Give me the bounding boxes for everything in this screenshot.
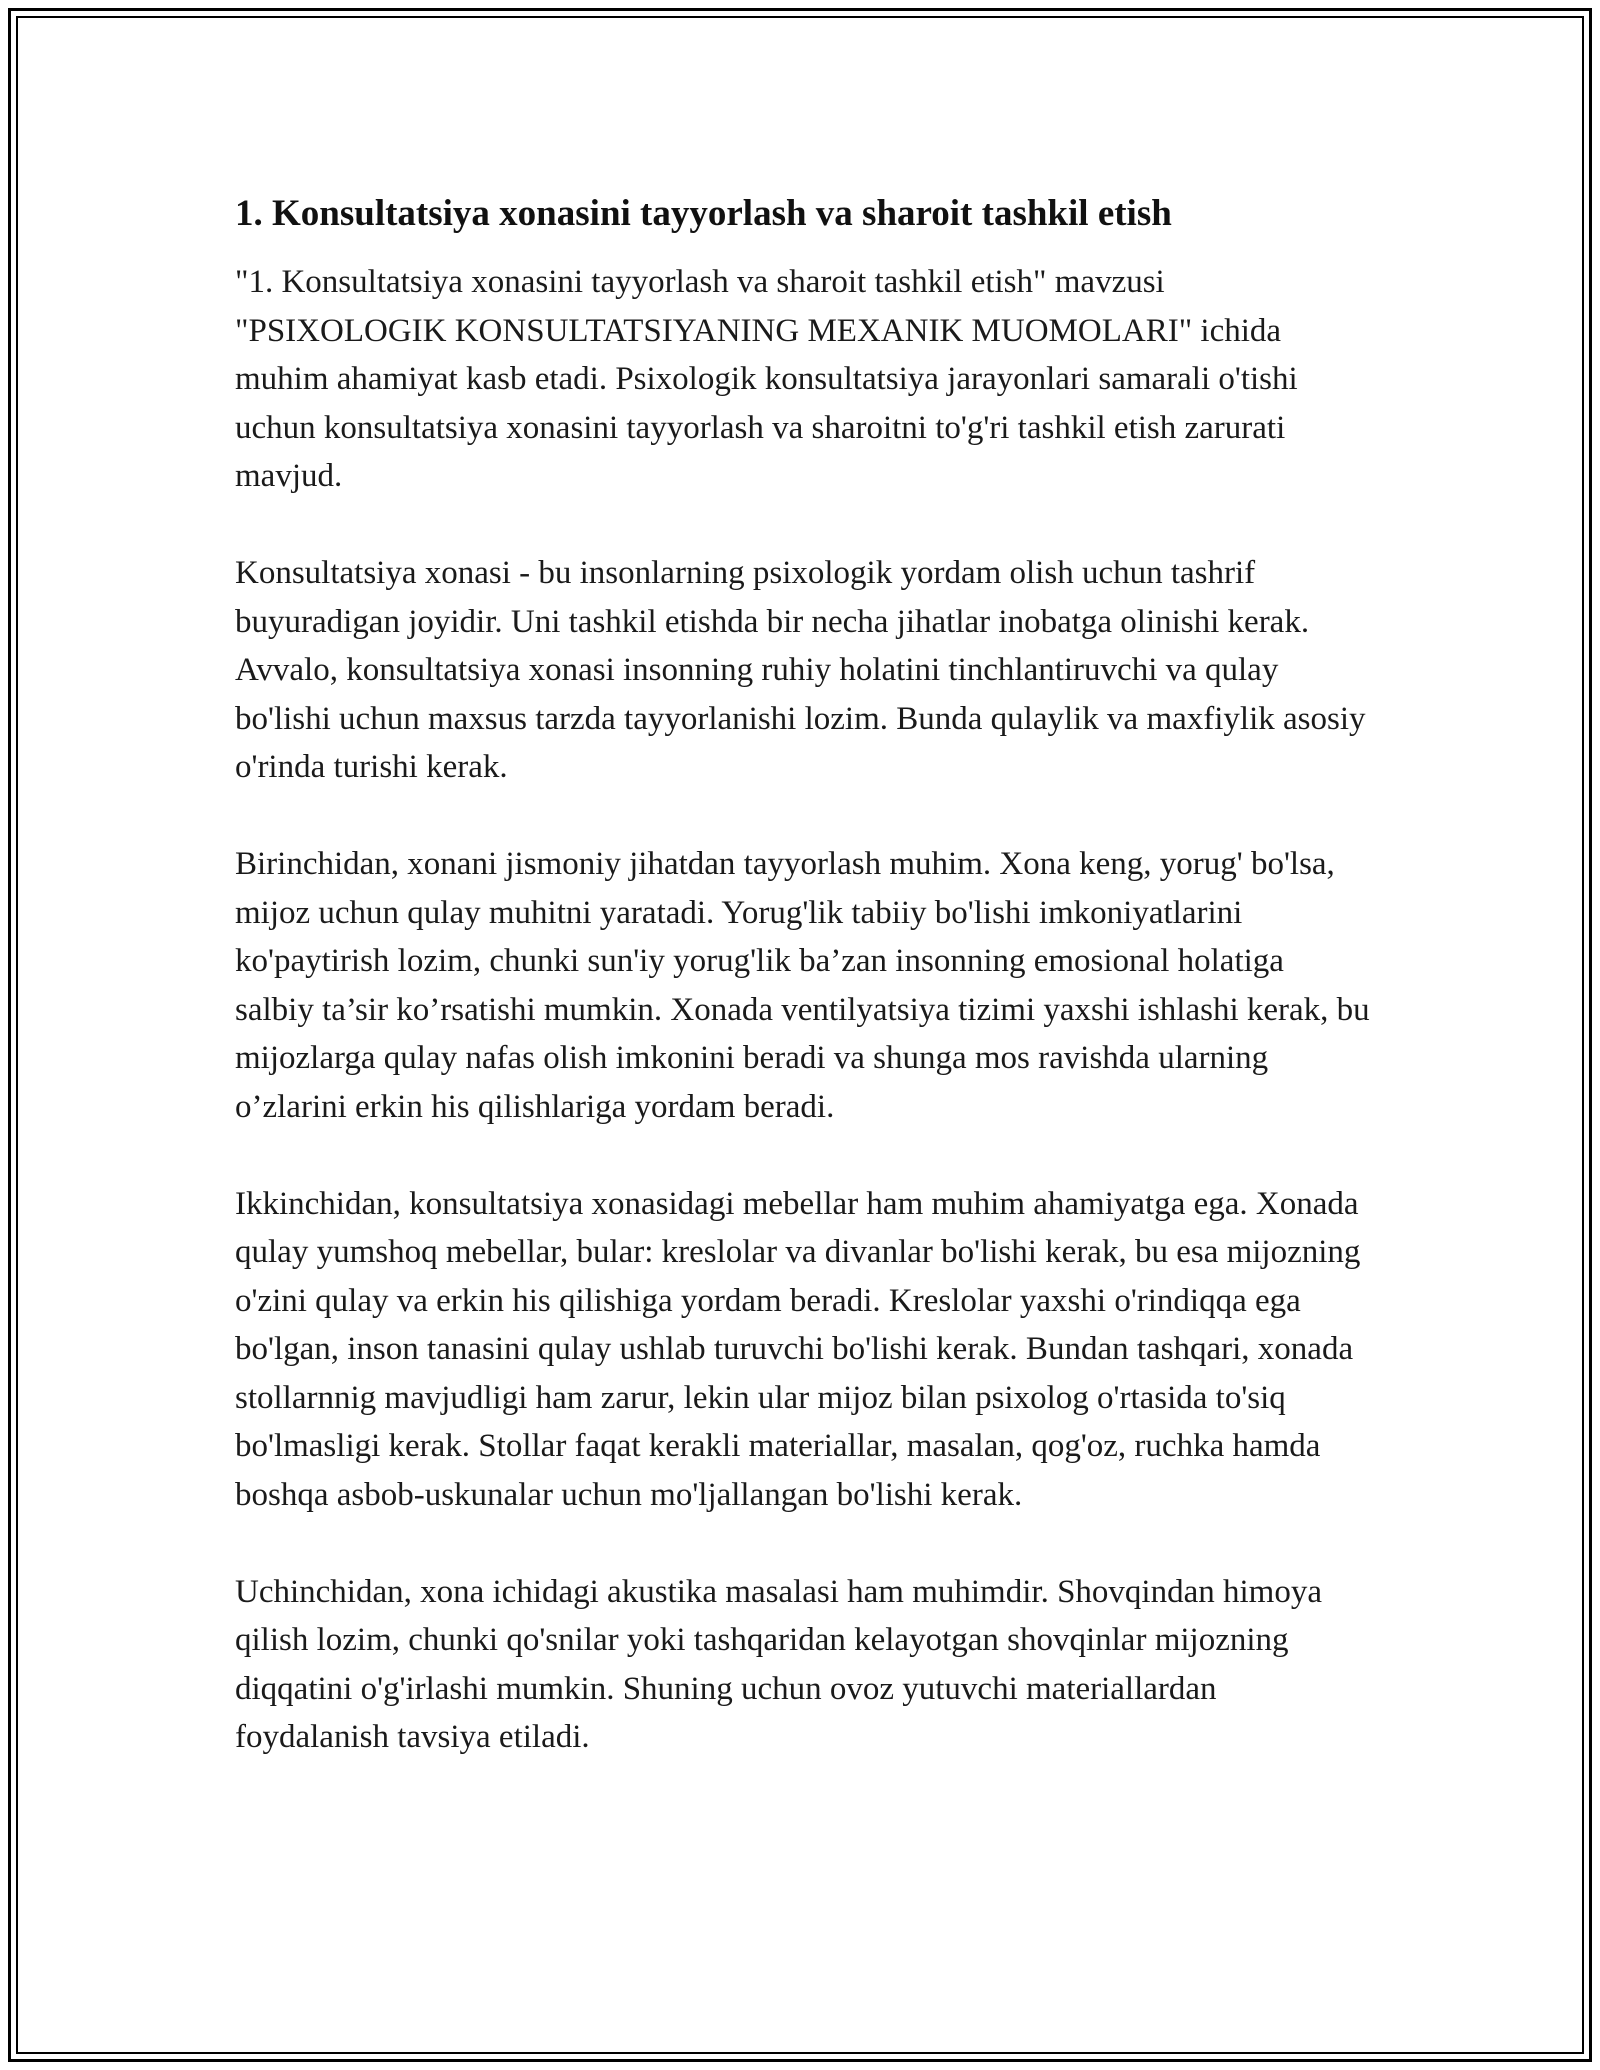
paragraph-acoustics: Uchinchidan, xona ichidagi akustika masalasi ham muhimdir. Shovqindan himoya qilish lozim, chunki qo'snilar yoki tashqaridan kelayotgan shovqinlar mijozning diqqatini o'g'irlashi mumkin. Shuning uchun ovoz yutuvchi materiallardan foydalanish tavsiya etiladi. <box>235 1573 1322 1755</box>
document-body <box>235 190 1370 1762</box>
paragraph-furniture: Ikkinchidan, konsultatsiya xonasidagi mebellar ham muhim ahamiyatga ega. Xonada qulay yumshoq mebellar, bular: kreslolar va divanlar bo'lishi kerak, bu esa mijozning o'zini qulay va erkin his qilishiga yordam beradi. Kreslolar yaxshi o'rindiqqa ega bo'lgan, inson tanasini qulay ushlab turuvchi bo'lishi kerak. Bundan tashqari, xonada stollarnnig mavjudligi ham zarur, lekin ular mijoz bilan psixolog o'rtasida to'siq bo'lmasligi kerak. Stollar faqat kerakli materiallar, masalan, qog'oz, ruchka hamda boshqa asbob-uskunalar uchun mo'ljallangan bo'lishi kerak. <box>235 1185 1361 1513</box>
paragraph-physical-preparation: Birinchidan, xonani jismoniy jihatdan tayyorlash muhim. Xona keng, yorug' bo'lsa, mijoz uchun qulay muhitni yaratadi. Yorug'lik tabiiy bo'lishi imkoniyatlarini ko'paytirish lozim, chunki sun'iy yorug'lik ba’zan insonning emosional holatiga salbiy ta’sir ko’rsatishi mumkin. Xonada ventilyatsiya tizimi yaxshi ishlashi kerak, bu mijozlarga qulay nafas olish imkonini beradi va shunga mos ravishda ularning o’zlarini erkin his qilishlariga yordam beradi. <box>235 846 1370 1125</box>
paragraph-room-definition: Konsultatsiya xonasi - bu insonlarning psixologik yordam olish uchun tashrif buyuradigan joyidir. Uni tashkil etishda bir necha jihatlar inobatga olinishi kerak. Avvalo, konsultatsiya xonasi insonning ruhiy holatini tinchlantiruvchi va qulay bo'lishi uchun maxsus tarzda tayyorlanishi lozim. Bunda qulaylik va maxfiylik asosiy o'rinda turishi kerak. <box>235 555 1366 785</box>
paragraph-intro: "1. Konsultatsiya xonasini tayyorlash va sharoit tashkil etish" mavzusi "PSIXOLOGIK KONSULTATSIYANING MEXANIK MUOMOLARI" ichida muhim ahamiyat kasb etadi. Psixologik konsultatsiya jarayonlari samarali o'tishi uchun konsultatsiya xonasini tayyorlash va sharoitni to'g'ri tashkil etish zarurati mavjud. <box>235 264 1298 494</box>
document-title: 1. Konsultatsiya xonasini tayyorlash va sharoit tashkil etish <box>235 193 1172 234</box>
